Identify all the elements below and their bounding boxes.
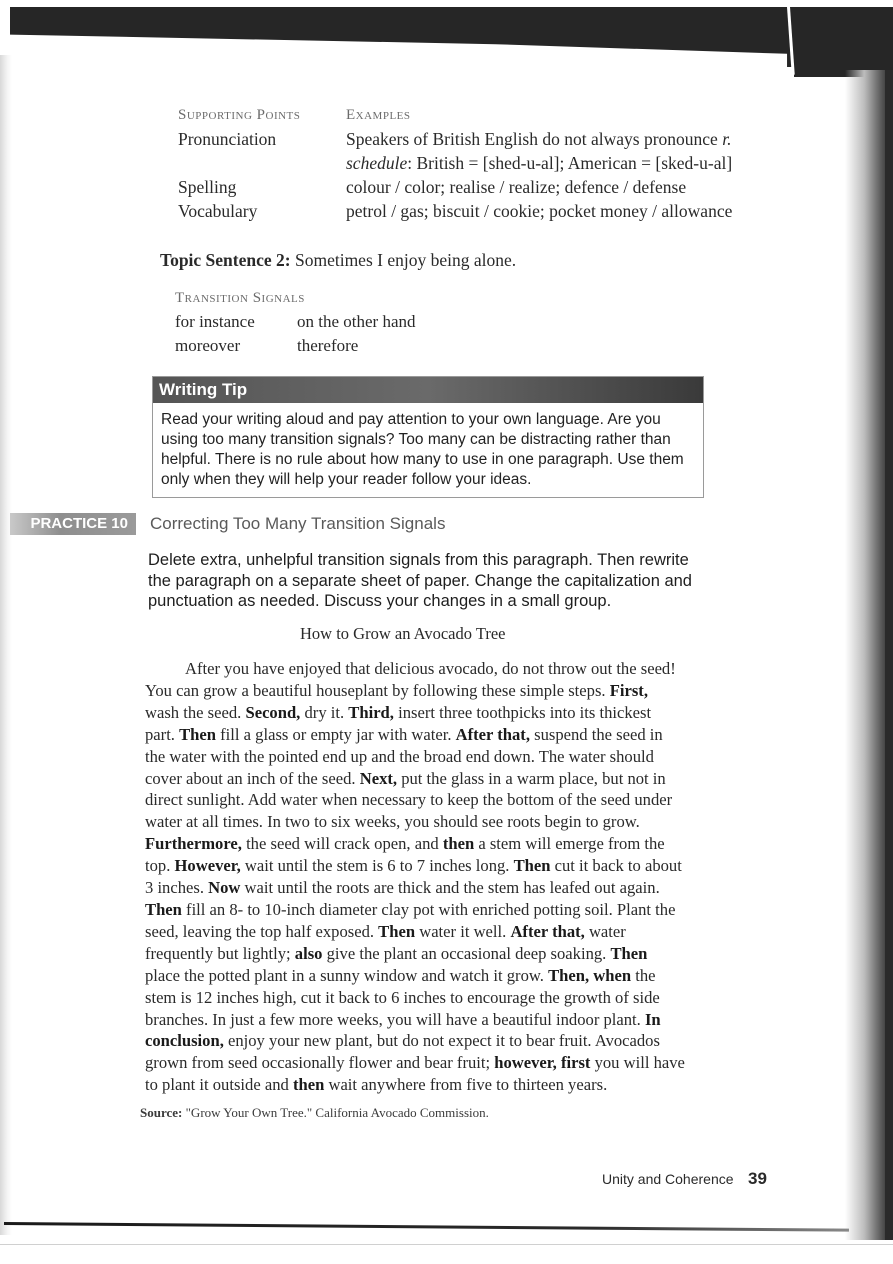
transition-signal-bold: also — [294, 943, 323, 963]
transition-signal-bold: then — [442, 834, 475, 854]
example-text: Speakers of British English do not always pronounce — [346, 129, 723, 149]
scan-top-shadow-right — [794, 7, 893, 77]
transition-signal-bold: In conclusion, — [145, 1009, 661, 1051]
article-text: place the potted plant in a sunny window and watch it grow. — [145, 965, 549, 985]
article-text: wait anywhere from five to thirteen years. — [324, 1075, 608, 1095]
article-text: enjoy your new plant, but do not expect it to bear fruit. Avocados grown from seed occasionally flower and bear fruit; — [145, 1031, 660, 1073]
transition-signal-bold: Then — [179, 724, 216, 744]
table-row — [178, 127, 778, 151]
transition-signal: for instance — [175, 312, 255, 331]
transition-signal-bold: After that, — [510, 921, 585, 941]
transition-signals-list — [175, 286, 416, 358]
transition-signal: moreover — [175, 336, 241, 355]
transition-signal-bold: Then — [145, 899, 182, 919]
article-text: you will have to plant it outside and — [145, 1053, 685, 1095]
transition-signal-bold: then — [292, 1075, 325, 1095]
article-text: After you have enjoyed that delicious avocado, do not throw out the seed! You can grow a beautiful houseplant by following these simple steps. — [145, 659, 676, 700]
topic-sentence-label: Topic Sentence 2: — [160, 250, 291, 270]
transition-signal-bold: After that, — [455, 724, 530, 744]
topic-sentence — [160, 250, 516, 271]
transition-signal-bold: Third, — [348, 702, 394, 722]
article-text: water frequently but lightly; — [145, 921, 626, 963]
practice-title: Correcting Too Many Transition Signals — [150, 514, 446, 533]
article-text: water it well. — [415, 921, 511, 941]
table-row — [178, 151, 778, 175]
article-text: dry it. — [300, 702, 349, 722]
scan-left-edge — [0, 55, 12, 1235]
source-citation — [140, 1105, 489, 1121]
source-label: Source: — [140, 1105, 183, 1120]
page-footer — [602, 1169, 767, 1189]
article-paragraph — [145, 658, 685, 1096]
point-cell: Vocabulary — [178, 201, 258, 221]
transition-signal-bold: Then — [378, 921, 416, 941]
article-text: suspend the seed in the water with the pointed end up and the broad end down. The water should cover about an inch of the seed. — [145, 724, 663, 788]
article-text: fill an 8- to 10-inch diameter clay pot with enriched potting soil. Plant the seed, leaving the top half exposed. — [145, 899, 676, 941]
example-cell — [346, 151, 778, 175]
example-italic: schedule — [346, 153, 408, 173]
writing-tip-box — [152, 376, 704, 498]
list-item — [175, 334, 416, 358]
practice-badge: PRACTICE 10 — [10, 513, 136, 535]
point-cell — [178, 151, 346, 175]
article-text: wait until the stem is 6 to 7 inches long. — [240, 856, 514, 876]
source-text: "Grow Your Own Tree." California Avocado Commission. — [182, 1105, 489, 1120]
transition-signal-bold: Then — [513, 856, 551, 876]
transition-signals-header: Transition Signals — [175, 290, 305, 306]
transition-signal: therefore — [297, 336, 359, 355]
header-supporting-points: Supporting Points — [178, 107, 301, 123]
transition-signal-bold: Now — [208, 878, 241, 898]
writing-tip-title: Writing Tip — [153, 377, 703, 403]
page-bottom-edge — [4, 1222, 849, 1232]
list-item — [175, 310, 416, 334]
example-cell: colour / color; realise / realize; defence / defense — [346, 177, 687, 197]
transition-signal-bold: Next, — [359, 768, 398, 788]
article-text: insert three toothpicks into its thickest part. — [145, 702, 652, 744]
article-text: give the plant an occasional deep soaking. — [322, 943, 611, 963]
article-text: the stem is 12 inches high, cut it back to 6 inches to encourage the growth of side branches. In just a few more weeks, you will have a beautiful indoor plant. — [145, 965, 660, 1029]
article-text: wash the seed. — [145, 702, 246, 722]
article-text: wait until the roots are thick and the stem has leafed out again. — [240, 878, 660, 898]
point-cell: Pronunciation — [178, 129, 277, 149]
transition-signal: on the other hand — [297, 312, 416, 331]
transition-signal-bold: Then — [610, 943, 648, 963]
article-text: fill a glass or empty jar with water. — [216, 724, 456, 744]
transition-signal-bold: However, — [174, 856, 241, 876]
table-header-row — [178, 103, 778, 127]
transition-signal-bold: First, — [609, 680, 648, 700]
page-number: 39 — [747, 1169, 767, 1188]
article-text: cut it back to about 3 inches. — [145, 856, 682, 898]
table-row — [178, 199, 778, 223]
transition-signal-bold: however, first — [494, 1053, 591, 1073]
scan-bottom-line — [0, 1244, 893, 1245]
writing-tip-body: Read your writing aloud and pay attention to your own language. Are you using too many transition signals? Too many can be distracting rather than helpful. There is no rule about how many to use in one paragraph. Use them only when they will help your reader follow your ideas. — [161, 411, 684, 488]
transition-signal-bold: Second, — [245, 702, 301, 722]
practice-instructions: Delete extra, unhelpful transition signals from this paragraph. Then rewrite the paragraph on a separate sheet of paper. Change the capitalization and punctuation as needed. Discuss your changes in a small group. — [148, 551, 692, 610]
example-cell — [346, 127, 778, 151]
book-spine-edge — [885, 70, 893, 1240]
scan-top-shadow — [10, 7, 893, 67]
table-row — [178, 175, 778, 199]
header-examples: Examples — [346, 107, 411, 123]
example-cell: petrol / gas; biscuit / cookie; pocket money / allowance — [346, 201, 733, 221]
example-italic: r. — [722, 129, 732, 149]
example-text: : British = [shed-u-al]; American = [sked-u-al] — [407, 153, 733, 173]
transition-signal-bold: Furthermore, — [145, 834, 242, 854]
topic-sentence-text: Sometimes I enjoy being alone. — [294, 250, 517, 270]
article-title: How to Grow an Avocado Tree — [300, 624, 506, 643]
supporting-points-table — [178, 103, 778, 223]
article-text: a stem will emerge from the top. — [145, 834, 665, 876]
article-text: the seed will crack open, and — [241, 834, 443, 854]
chapter-title: Unity and Coherence — [602, 1171, 734, 1187]
article-text: put the glass in a warm place, but not in direct sunlight. Add water when necessary to keep the bottom of the seed under water at all times. In two to six weeks, you should see roots begin to grow. — [145, 768, 673, 832]
point-cell: Spelling — [178, 177, 237, 197]
transition-signal-bold: Then, when — [548, 965, 632, 985]
